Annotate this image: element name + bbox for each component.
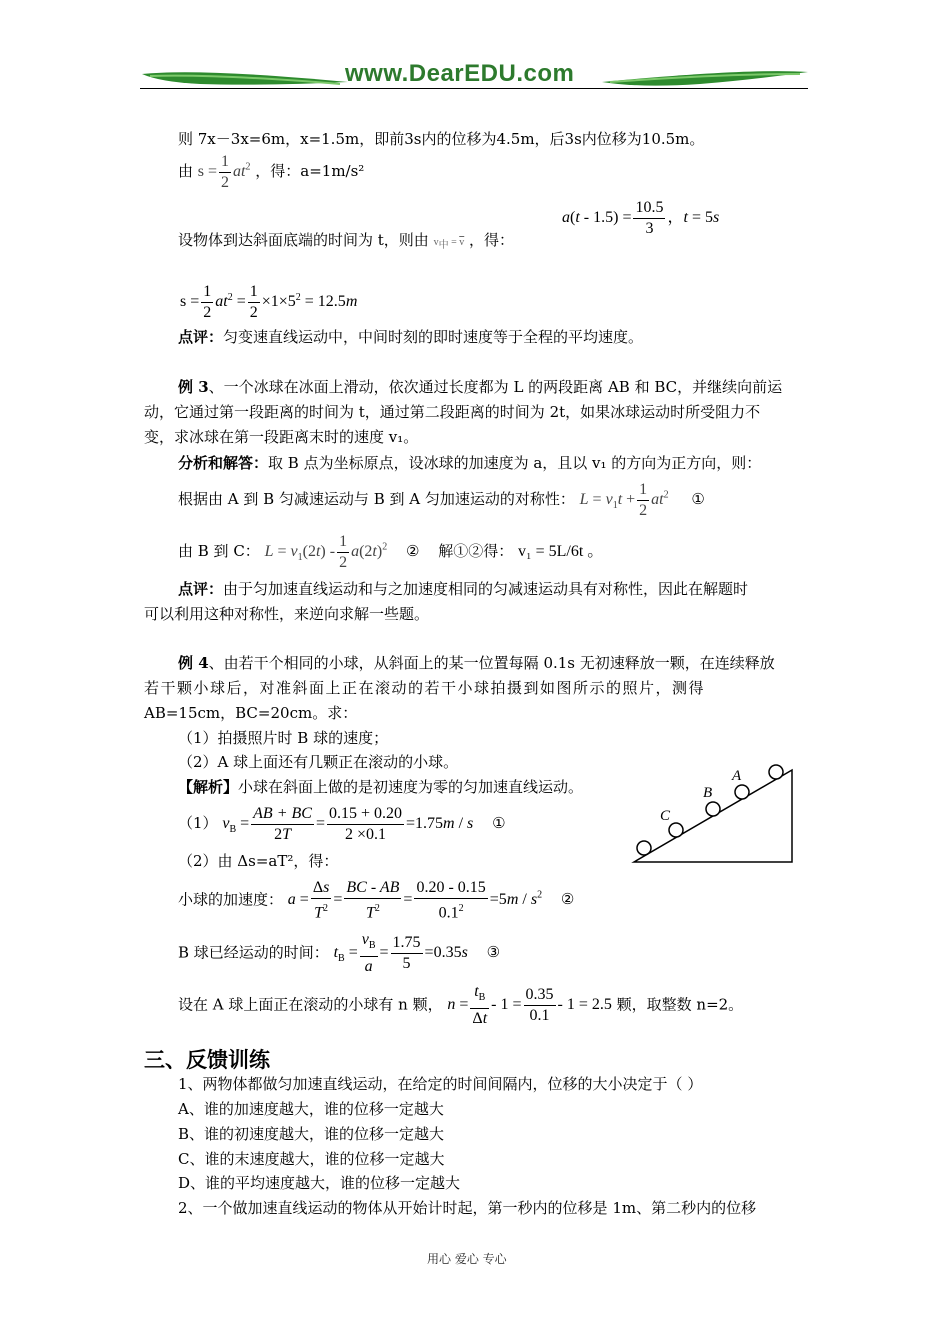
bc-line: [178, 532, 603, 573]
text-suffix: ，得：a=1m/s²: [255, 162, 365, 181]
text-line: 则 7x－3x=6m，x=1.5m，即前3s内的位移为4.5m，后3s内位移为10.5m。: [178, 130, 705, 148]
question-2: 2、一个做加速直线运动的物体从开始计时起，第一秒内的位移是 1m、第二秒内的位移: [178, 1199, 757, 1217]
formula-a: a = $\frac{\Delta s}{T^2}$ = $\frac{BC - AB}{T^2}$ = $\frac{0.20 - 0.15}{0.1^2}$ $=5m / s^2$: [287, 879, 543, 922]
option-a: A、谁的加速度越大，谁的位移一定越大: [178, 1100, 444, 1118]
equation-mark: ②: [405, 542, 420, 561]
equation-mark: ①: [492, 814, 506, 833]
page-footer: 用心 爱心 专心: [427, 1252, 507, 1266]
comment-line: [178, 578, 748, 599]
equation-mark: ②: [560, 890, 575, 909]
formula-L2: $L = v_1(2t)$ - $\frac{1}{2}$ $a(2t)^2$: [264, 533, 388, 571]
text-segment: ，得：: [469, 231, 515, 249]
question-1: 1、两物体都做匀加速直线运动，在给定的时间间隔内，位移的大小决定于（ ）: [178, 1075, 703, 1093]
text-segment: 小球的加速度：: [178, 890, 284, 909]
label-a: A: [732, 768, 742, 784]
example-label: 例 3: [178, 378, 209, 396]
text-segment: 、由若干个相同的小球，从斜面上的某一位置每隔 0.1s 无初速释放一颗，在连续释放: [208, 654, 775, 672]
page-header: [140, 60, 808, 92]
formula-line: [178, 152, 364, 193]
option-b: B、谁的初速度越大，谁的位移一定越大: [178, 1125, 445, 1143]
ball: [637, 841, 651, 855]
example-3-line-3: 变，求冰球在第一段距离末时的速度 v₁。: [144, 428, 419, 446]
example-4-line-1: [178, 652, 775, 673]
formula-s-result: s = $\frac{1}{2}$ $at^2$ = $\frac{1}{2}$ $\times 1\times 5^2 = 12.5m$: [180, 283, 358, 321]
formula-vb: $v_B$ = $\frac{AB + BC}{2T}$ = $\frac{0.15 + 0.20}{2 \times 0.1}$ =1.75m / s: [222, 805, 474, 843]
solution-2: （2）由 Δs=aT²，得：: [178, 852, 339, 870]
section-heading: 三、反馈训练: [144, 1048, 270, 1072]
analysis-text: 小球在斜面上做的是初速度为零的匀加速直线运动。: [238, 778, 584, 796]
header-rule: [140, 88, 808, 89]
question-1: （1）拍摄照片时 B 球的速度；: [178, 729, 389, 747]
formula-s: s = $\frac{1}{2}$ $at^2$: [197, 153, 251, 191]
analysis-line: [178, 776, 583, 797]
analysis-label: 【解析】: [178, 778, 239, 796]
text-segment: 根据由 A 到 B 匀减速运动与 B 到 A 匀加速运动的对称性：: [178, 490, 575, 509]
text-segment: 解①②得：: [438, 542, 514, 561]
text-segment: （1）: [178, 814, 218, 833]
text-segment: 设物体到达斜面底端的时间为 t，则由: [178, 231, 429, 249]
text-segment: 颗，取整数 n=2。: [616, 995, 744, 1014]
comment-text: 匀变速直线运动中，中间时刻的即时速度等于全程的平均速度。: [223, 328, 644, 346]
ball-c: [669, 823, 683, 837]
text-line: [178, 229, 514, 251]
example-3-line-1: [178, 376, 782, 397]
comment-label: 点评：: [178, 328, 224, 346]
symmetry-line: [178, 480, 705, 521]
example-label: 例 4: [178, 654, 209, 672]
comment-line-2: 可以利用这种对称性，来逆向求解一些题。: [144, 605, 430, 623]
header-logo: www.DearEDU.com: [345, 60, 575, 87]
formula-n: n = $\frac{t_B}{\Delta t}$ - 1 = $\frac{0.35}{0.1}$ - 1 = 2.5: [447, 983, 612, 1028]
option-c: C、谁的末速度越大，谁的位移一定越大: [178, 1150, 445, 1168]
formula-tb: $t_B$ = $\frac{v_B}{a}$ = $\frac{1.75}{5}$ =0.35s: [333, 931, 468, 976]
comment-line: [178, 326, 643, 347]
text-segment: 设在 A 球上面正在滚动的小球有 n 颗，: [178, 995, 443, 1014]
comment-text: 由于匀加速直线运动和与之加速度相同的匀减速运动具有对称性，因此在解题时: [223, 580, 749, 598]
acceleration-line: [178, 878, 574, 923]
label-c: C: [660, 808, 671, 824]
formula-v-mid: $v_中 = \overline{v}$: [433, 237, 465, 251]
option-d: D、谁的平均速度越大，谁的位移一定越大: [178, 1174, 461, 1192]
formula-at: a(t - 1.5) = $\frac{10.5}{3}$ ，t = 5s: [562, 199, 720, 237]
n-line: [178, 982, 743, 1029]
formula-L1: $L = v_1t$ + $\frac{1}{2}$ $at^2$: [579, 481, 669, 519]
analysis-label: 分析和解答：: [178, 454, 269, 472]
ball-b: [706, 802, 720, 816]
incline-figure: [628, 764, 798, 864]
text-segment: 、一个冰球在冰面上滑动，依次通过长度都为 L 的两段距离 AB 和 BC，并继续向前运: [208, 378, 783, 396]
example-3-line-2: 动，它通过第一段距离的时间为 t，通过第二段距离的时间为 2t，如果冰球运动时所受阻力不: [144, 403, 761, 421]
example-4-line-3: AB=15cm，BC=20cm。求：: [144, 704, 358, 722]
formula-v1: v₁ = 5L/6t 。: [518, 543, 604, 561]
equation-mark: ①: [691, 490, 705, 509]
text-segment: 由 B 到 C：: [178, 542, 260, 561]
example-4-line-2: 若干颗小球后，对准斜面上正在滚动的若干小球拍摄到如图所示的照片，测得: [144, 679, 706, 697]
ball: [769, 765, 783, 779]
equation-mark: ③: [486, 943, 501, 962]
analysis-text: 取 B 点为坐标原点，设冰球的加速度为 a，且以 v₁ 的方向为正方向，则：: [268, 454, 762, 472]
analysis-line: [178, 452, 761, 473]
ball-a: [735, 785, 749, 799]
comment-label: 点评：: [178, 580, 224, 598]
text-prefix: 由: [178, 162, 194, 181]
label-b: B: [703, 785, 713, 801]
time-line: [178, 930, 500, 977]
solution-1: [178, 804, 506, 845]
question-2: （2）A 球上面还有几颗正在滚动的小球。: [178, 753, 459, 771]
text-segment: B 球已经运动的时间：: [178, 943, 329, 962]
